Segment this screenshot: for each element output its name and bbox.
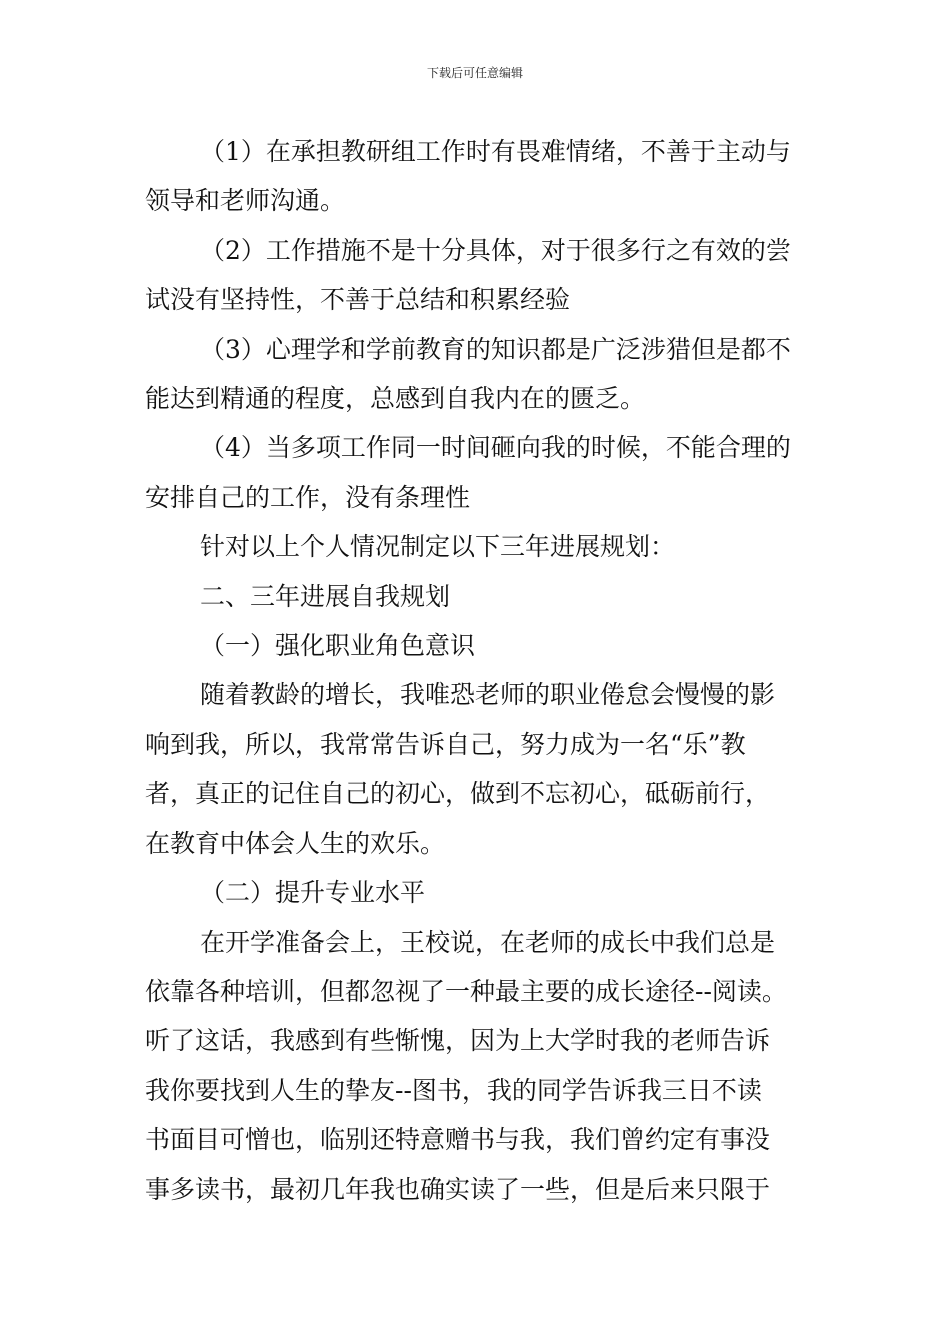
- text-line: 领导和老师沟通。: [145, 186, 346, 216]
- text-line: （4）当多项工作同一时间砸向我的时候，不能合理的: [200, 433, 791, 463]
- text-line: 响到我，所以，我常常告诉自己，努力成为一名“乐”教: [145, 729, 746, 759]
- text-line: 书面目可憎也，临别还特意赠书与我，我们曾约定有事没: [145, 1125, 771, 1155]
- text-line: 依靠各种培训，但都忽视了一种最主要的成长途径--阅读。: [145, 976, 787, 1006]
- text-line: 随着教龄的增长，我唯恐老师的职业倦怠会慢慢的影: [200, 680, 776, 710]
- text-line: 在教育中体会人生的欢乐。: [145, 828, 446, 858]
- page-header: 下载后可任意编辑: [426, 66, 523, 80]
- text-line: （2）工作措施不是十分具体，对于很多行之有效的尝: [200, 235, 791, 265]
- text-line: （3）心理学和学前教育的知识都是广泛涉猎但是都不: [200, 334, 791, 364]
- text-line: 针对以上个人情况制定以下三年进展规划：: [200, 532, 676, 562]
- subsection-heading: （二）提升专业水平: [200, 878, 426, 908]
- text-line: （1）在承担教研组工作时有畏难情绪，不善于主动与: [200, 137, 791, 166]
- text-line: 者，真正的记住自己的初心，做到不忘初心，砥砺前行，: [145, 779, 771, 809]
- text-line: 试没有坚持性，不善于总结和积累经验: [145, 285, 571, 315]
- section-heading: 二、三年进展自我规划: [200, 581, 451, 611]
- text-line: 安排自己的工作，没有条理性: [145, 482, 471, 512]
- subsection-heading: （一）强化职业角色意识: [200, 631, 476, 661]
- text-line: 在开学准备会上，王校说，在老师的成长中我们总是: [200, 927, 776, 957]
- document-body: [145, 127, 810, 1214]
- text-line: 事多读书，最初几年我也确实读了一些，但是后来只限于: [145, 1174, 771, 1204]
- text-line: 我你要找到人生的挚友--图书，我的同学告诉我三日不读: [145, 1075, 762, 1105]
- text-line: 能达到精通的程度，总感到自我内在的匮乏。: [145, 384, 646, 414]
- text-line: 听了这话，我感到有些惭愧，因为上大学时我的老师告诉: [145, 1026, 771, 1056]
